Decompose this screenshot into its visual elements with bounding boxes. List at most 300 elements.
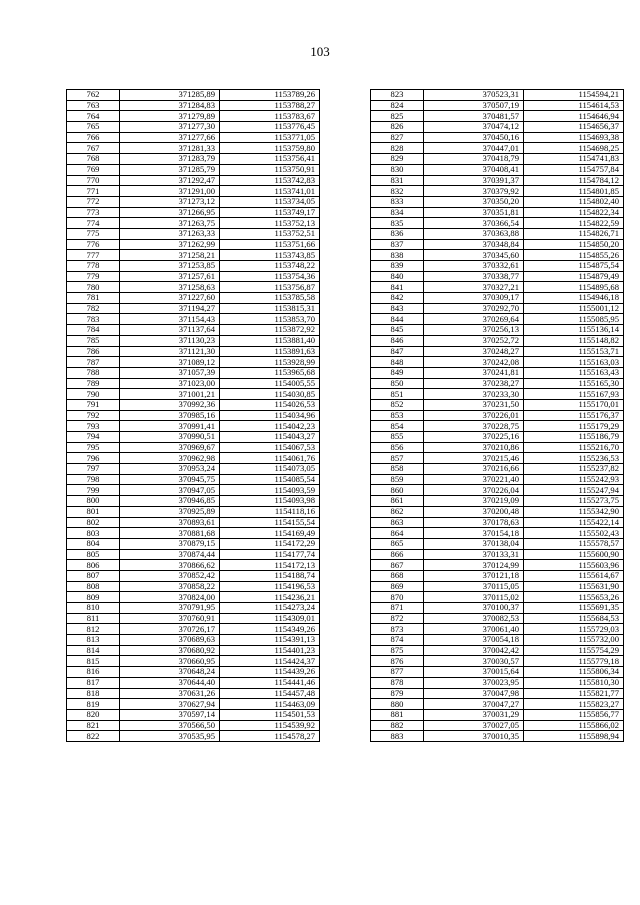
table-row xyxy=(67,389,320,400)
y-coordinate-cell: 1153743,85 xyxy=(220,250,320,261)
x-coordinate-cell: 370100,37 xyxy=(424,603,524,614)
y-coordinate-cell: 1154034,96 xyxy=(220,410,320,421)
table-row xyxy=(371,410,624,421)
x-coordinate-cell: 370228,75 xyxy=(424,421,524,432)
x-coordinate-cell: 371279,89 xyxy=(120,111,220,122)
x-coordinate-cell: 370631,26 xyxy=(120,688,220,699)
point-number-cell: 854 xyxy=(371,421,424,432)
table-row xyxy=(371,592,624,603)
y-coordinate-cell: 1155186,79 xyxy=(524,432,624,443)
table-row xyxy=(67,453,320,464)
point-number-cell: 872 xyxy=(371,613,424,624)
point-number-cell: 781 xyxy=(67,293,120,304)
point-number-cell: 870 xyxy=(371,592,424,603)
x-coordinate-cell: 370481,57 xyxy=(424,111,524,122)
x-coordinate-cell: 370874,44 xyxy=(120,549,220,560)
y-coordinate-cell: 1154093,98 xyxy=(220,496,320,507)
point-number-cell: 873 xyxy=(371,624,424,635)
y-coordinate-cell: 1155806,34 xyxy=(524,667,624,678)
table-row xyxy=(67,549,320,560)
y-coordinate-cell: 1154177,74 xyxy=(220,549,320,560)
y-coordinate-cell: 1155342,90 xyxy=(524,506,624,517)
x-coordinate-cell: 371121,30 xyxy=(120,346,220,357)
x-coordinate-cell: 371130,23 xyxy=(120,335,220,346)
point-number-cell: 883 xyxy=(371,731,424,742)
point-number-cell: 768 xyxy=(67,154,120,165)
point-number-cell: 805 xyxy=(67,549,120,560)
point-number-cell: 841 xyxy=(371,282,424,293)
table-row xyxy=(371,164,624,175)
y-coordinate-cell: 1155163,43 xyxy=(524,367,624,378)
x-coordinate-cell: 370726,17 xyxy=(120,624,220,635)
point-number-cell: 782 xyxy=(67,303,120,314)
y-coordinate-cell: 1155631,90 xyxy=(524,581,624,592)
x-coordinate-cell: 371263,33 xyxy=(120,228,220,239)
y-coordinate-cell: 1155165,30 xyxy=(524,378,624,389)
table-row xyxy=(67,613,320,624)
point-number-cell: 827 xyxy=(371,132,424,143)
point-number-cell: 871 xyxy=(371,603,424,614)
y-coordinate-cell: 1155729,03 xyxy=(524,624,624,635)
point-number-cell: 802 xyxy=(67,517,120,528)
x-coordinate-cell: 370760,91 xyxy=(120,613,220,624)
x-coordinate-cell: 370893,61 xyxy=(120,517,220,528)
point-number-cell: 779 xyxy=(67,271,120,282)
y-coordinate-cell: 1154822,59 xyxy=(524,218,624,229)
y-coordinate-cell: 1154698,25 xyxy=(524,143,624,154)
x-coordinate-cell: 371277,66 xyxy=(120,132,220,143)
y-coordinate-cell: 1155422,14 xyxy=(524,517,624,528)
table-row xyxy=(371,613,624,624)
point-number-cell: 878 xyxy=(371,677,424,688)
x-coordinate-cell: 370992,36 xyxy=(120,399,220,410)
x-coordinate-cell: 370292,70 xyxy=(424,303,524,314)
table-row xyxy=(67,474,320,485)
point-number-cell: 834 xyxy=(371,207,424,218)
point-number-cell: 830 xyxy=(371,164,424,175)
x-coordinate-cell: 370082,53 xyxy=(424,613,524,624)
y-coordinate-cell: 1155163,03 xyxy=(524,357,624,368)
table-row xyxy=(371,250,624,261)
y-coordinate-cell: 1154172,13 xyxy=(220,560,320,571)
table-row xyxy=(371,688,624,699)
x-coordinate-cell: 371291,00 xyxy=(120,186,220,197)
x-coordinate-cell: 370133,31 xyxy=(424,549,524,560)
point-number-cell: 828 xyxy=(371,143,424,154)
y-coordinate-cell: 1155603,96 xyxy=(524,560,624,571)
point-number-cell: 867 xyxy=(371,560,424,571)
table-row xyxy=(371,570,624,581)
point-number-cell: 809 xyxy=(67,592,120,603)
x-coordinate-cell: 370648,24 xyxy=(120,667,220,678)
table-row xyxy=(371,325,624,336)
y-coordinate-cell: 1155170,01 xyxy=(524,399,624,410)
y-coordinate-cell: 1154822,34 xyxy=(524,207,624,218)
point-number-cell: 816 xyxy=(67,667,120,678)
table-row xyxy=(371,528,624,539)
y-coordinate-cell: 1155614,67 xyxy=(524,570,624,581)
y-coordinate-cell: 1154273,24 xyxy=(220,603,320,614)
point-number-cell: 847 xyxy=(371,346,424,357)
point-number-cell: 862 xyxy=(371,506,424,517)
x-coordinate-cell: 370225,16 xyxy=(424,432,524,443)
point-number-cell: 849 xyxy=(371,367,424,378)
point-number-cell: 863 xyxy=(371,517,424,528)
point-number-cell: 843 xyxy=(371,303,424,314)
y-coordinate-cell: 1153751,66 xyxy=(220,239,320,250)
x-coordinate-cell: 370689,63 xyxy=(120,635,220,646)
table-row xyxy=(67,239,320,250)
y-coordinate-cell: 1154539,92 xyxy=(220,720,320,731)
point-number-cell: 859 xyxy=(371,474,424,485)
table-row xyxy=(67,720,320,731)
x-coordinate-cell: 370947,05 xyxy=(120,485,220,496)
point-number-cell: 770 xyxy=(67,175,120,186)
table-row xyxy=(67,175,320,186)
y-coordinate-cell: 1155001,12 xyxy=(524,303,624,314)
point-number-cell: 879 xyxy=(371,688,424,699)
x-coordinate-cell: 370226,04 xyxy=(424,485,524,496)
x-coordinate-cell: 370450,16 xyxy=(424,132,524,143)
table-row xyxy=(67,688,320,699)
point-number-cell: 810 xyxy=(67,603,120,614)
x-coordinate-cell: 370115,05 xyxy=(424,581,524,592)
point-number-cell: 861 xyxy=(371,496,424,507)
y-coordinate-cell: 1153741,01 xyxy=(220,186,320,197)
y-coordinate-cell: 1153752,13 xyxy=(220,218,320,229)
x-coordinate-cell: 370348,84 xyxy=(424,239,524,250)
table-row xyxy=(67,303,320,314)
point-number-cell: 846 xyxy=(371,335,424,346)
y-coordinate-cell: 1154349,26 xyxy=(220,624,320,635)
x-coordinate-cell: 371292,47 xyxy=(120,175,220,186)
point-number-cell: 789 xyxy=(67,378,120,389)
point-number-cell: 823 xyxy=(371,90,424,101)
table-row xyxy=(371,645,624,656)
y-coordinate-cell: 1154043,27 xyxy=(220,432,320,443)
x-coordinate-cell: 371284,83 xyxy=(120,100,220,111)
table-row xyxy=(371,667,624,678)
point-number-cell: 797 xyxy=(67,464,120,475)
x-coordinate-cell: 370115,02 xyxy=(424,592,524,603)
table-row xyxy=(371,357,624,368)
y-coordinate-cell: 1154441,46 xyxy=(220,677,320,688)
table-row xyxy=(67,432,320,443)
point-number-cell: 837 xyxy=(371,239,424,250)
x-coordinate-cell: 371257,61 xyxy=(120,271,220,282)
table-row xyxy=(371,90,624,101)
y-coordinate-cell: 1154757,84 xyxy=(524,164,624,175)
table-row xyxy=(371,581,624,592)
table-row xyxy=(371,303,624,314)
point-number-cell: 814 xyxy=(67,645,120,656)
point-number-cell: 788 xyxy=(67,367,120,378)
y-coordinate-cell: 1153928,99 xyxy=(220,357,320,368)
table-row xyxy=(67,186,320,197)
x-coordinate-cell: 370030,57 xyxy=(424,656,524,667)
x-coordinate-cell: 371227,60 xyxy=(120,293,220,304)
x-coordinate-cell: 370363,88 xyxy=(424,228,524,239)
x-coordinate-cell: 370408,41 xyxy=(424,164,524,175)
point-number-cell: 763 xyxy=(67,100,120,111)
table-row xyxy=(67,442,320,453)
table-row xyxy=(371,731,624,742)
y-coordinate-cell: 1154118,16 xyxy=(220,506,320,517)
point-number-cell: 844 xyxy=(371,314,424,325)
y-coordinate-cell: 1154656,37 xyxy=(524,122,624,133)
table-row xyxy=(67,667,320,678)
y-coordinate-cell: 1155821,77 xyxy=(524,688,624,699)
point-number-cell: 792 xyxy=(67,410,120,421)
x-coordinate-cell: 370791,95 xyxy=(120,603,220,614)
point-number-cell: 808 xyxy=(67,581,120,592)
table-row xyxy=(67,122,320,133)
table-row xyxy=(67,464,320,475)
x-coordinate-cell: 370047,27 xyxy=(424,699,524,710)
point-number-cell: 776 xyxy=(67,239,120,250)
x-coordinate-cell: 371089,12 xyxy=(120,357,220,368)
y-coordinate-cell: 1154875,54 xyxy=(524,261,624,272)
point-number-cell: 784 xyxy=(67,325,120,336)
x-coordinate-cell: 370242,08 xyxy=(424,357,524,368)
point-number-cell: 822 xyxy=(67,731,120,742)
point-number-cell: 881 xyxy=(371,709,424,720)
table-row xyxy=(371,186,624,197)
point-number-cell: 815 xyxy=(67,656,120,667)
point-number-cell: 807 xyxy=(67,570,120,581)
point-number-cell: 845 xyxy=(371,325,424,336)
table-row xyxy=(67,581,320,592)
table-row xyxy=(371,100,624,111)
table-row xyxy=(371,538,624,549)
y-coordinate-cell: 1153891,63 xyxy=(220,346,320,357)
point-number-cell: 829 xyxy=(371,154,424,165)
table-row xyxy=(371,517,624,528)
point-number-cell: 772 xyxy=(67,196,120,207)
point-number-cell: 773 xyxy=(67,207,120,218)
point-number-cell: 848 xyxy=(371,357,424,368)
point-number-cell: 806 xyxy=(67,560,120,571)
point-number-cell: 803 xyxy=(67,528,120,539)
x-coordinate-cell: 371057,39 xyxy=(120,367,220,378)
x-coordinate-cell: 370879,15 xyxy=(120,538,220,549)
table-row xyxy=(371,282,624,293)
y-coordinate-cell: 1153776,45 xyxy=(220,122,320,133)
y-coordinate-cell: 1154172,29 xyxy=(220,538,320,549)
coordinates-table-right xyxy=(370,89,624,742)
table-row xyxy=(67,111,320,122)
y-coordinate-cell: 1154067,53 xyxy=(220,442,320,453)
point-number-cell: 852 xyxy=(371,399,424,410)
table-row xyxy=(371,485,624,496)
x-coordinate-cell: 370015,64 xyxy=(424,667,524,678)
y-coordinate-cell: 1153756,87 xyxy=(220,282,320,293)
x-coordinate-cell: 370925,89 xyxy=(120,506,220,517)
point-number-cell: 793 xyxy=(67,421,120,432)
table-row xyxy=(371,218,624,229)
table-row xyxy=(67,293,320,304)
table-row xyxy=(67,709,320,720)
y-coordinate-cell: 1154741,83 xyxy=(524,154,624,165)
point-number-cell: 771 xyxy=(67,186,120,197)
y-coordinate-cell: 1154895,68 xyxy=(524,282,624,293)
point-number-cell: 864 xyxy=(371,528,424,539)
x-coordinate-cell: 370027,05 xyxy=(424,720,524,731)
table-row xyxy=(371,464,624,475)
x-coordinate-cell: 370233,30 xyxy=(424,389,524,400)
y-coordinate-cell: 1155856,77 xyxy=(524,709,624,720)
table-row xyxy=(371,496,624,507)
y-coordinate-cell: 1155810,30 xyxy=(524,677,624,688)
y-coordinate-cell: 1154855,26 xyxy=(524,250,624,261)
x-coordinate-cell: 371137,64 xyxy=(120,325,220,336)
x-coordinate-cell: 371253,85 xyxy=(120,261,220,272)
table-row xyxy=(67,421,320,432)
point-number-cell: 780 xyxy=(67,282,120,293)
y-coordinate-cell: 1155085,95 xyxy=(524,314,624,325)
x-coordinate-cell: 370991,41 xyxy=(120,421,220,432)
table-row xyxy=(67,325,320,336)
y-coordinate-cell: 1154646,94 xyxy=(524,111,624,122)
point-number-cell: 877 xyxy=(371,667,424,678)
point-number-cell: 876 xyxy=(371,656,424,667)
point-number-cell: 764 xyxy=(67,111,120,122)
point-number-cell: 842 xyxy=(371,293,424,304)
y-coordinate-cell: 1154005,55 xyxy=(220,378,320,389)
x-coordinate-cell: 370226,01 xyxy=(424,410,524,421)
table-row xyxy=(67,506,320,517)
table-row xyxy=(371,560,624,571)
x-coordinate-cell: 370023,95 xyxy=(424,677,524,688)
y-coordinate-cell: 1155502,43 xyxy=(524,528,624,539)
table-row xyxy=(371,239,624,250)
table-row xyxy=(67,656,320,667)
point-number-cell: 796 xyxy=(67,453,120,464)
y-coordinate-cell: 1154693,38 xyxy=(524,132,624,143)
point-number-cell: 777 xyxy=(67,250,120,261)
y-coordinate-cell: 1154391,13 xyxy=(220,635,320,646)
table-row xyxy=(371,720,624,731)
point-number-cell: 811 xyxy=(67,613,120,624)
table-row xyxy=(371,677,624,688)
point-number-cell: 767 xyxy=(67,143,120,154)
x-coordinate-cell: 370535,95 xyxy=(120,731,220,742)
point-number-cell: 813 xyxy=(67,635,120,646)
table-row xyxy=(371,261,624,272)
y-coordinate-cell: 1155866,02 xyxy=(524,720,624,731)
x-coordinate-cell: 370379,92 xyxy=(424,186,524,197)
x-coordinate-cell: 370969,67 xyxy=(120,442,220,453)
y-coordinate-cell: 1154196,53 xyxy=(220,581,320,592)
table-row xyxy=(371,603,624,614)
table-row xyxy=(67,218,320,229)
point-number-cell: 882 xyxy=(371,720,424,731)
table-row xyxy=(67,357,320,368)
point-number-cell: 850 xyxy=(371,378,424,389)
x-coordinate-cell: 371266,95 xyxy=(120,207,220,218)
y-coordinate-cell: 1155653,26 xyxy=(524,592,624,603)
y-coordinate-cell: 1153750,91 xyxy=(220,164,320,175)
x-coordinate-cell: 370042,42 xyxy=(424,645,524,656)
x-coordinate-cell: 370256,13 xyxy=(424,325,524,336)
point-number-cell: 851 xyxy=(371,389,424,400)
table-row xyxy=(371,453,624,464)
x-coordinate-cell: 370215,46 xyxy=(424,453,524,464)
x-coordinate-cell: 370332,61 xyxy=(424,261,524,272)
point-number-cell: 794 xyxy=(67,432,120,443)
table-row xyxy=(371,389,624,400)
x-coordinate-cell: 371258,21 xyxy=(120,250,220,261)
point-number-cell: 858 xyxy=(371,464,424,475)
table-row xyxy=(67,677,320,688)
x-coordinate-cell: 370309,17 xyxy=(424,293,524,304)
table-row xyxy=(67,228,320,239)
point-number-cell: 819 xyxy=(67,699,120,710)
point-number-cell: 824 xyxy=(371,100,424,111)
table-row xyxy=(371,143,624,154)
table-row xyxy=(67,496,320,507)
x-coordinate-cell: 370627,94 xyxy=(120,699,220,710)
table-row xyxy=(371,293,624,304)
x-coordinate-cell: 370121,18 xyxy=(424,570,524,581)
table-row xyxy=(371,699,624,710)
point-number-cell: 787 xyxy=(67,357,120,368)
point-number-cell: 868 xyxy=(371,570,424,581)
table-row xyxy=(371,432,624,443)
point-number-cell: 785 xyxy=(67,335,120,346)
y-coordinate-cell: 1153759,80 xyxy=(220,143,320,154)
point-number-cell: 825 xyxy=(371,111,424,122)
table-row xyxy=(371,378,624,389)
table-row xyxy=(371,367,624,378)
table-row xyxy=(371,228,624,239)
x-coordinate-cell: 370154,18 xyxy=(424,528,524,539)
x-coordinate-cell: 370338,77 xyxy=(424,271,524,282)
table-row xyxy=(371,709,624,720)
x-coordinate-cell: 370824,00 xyxy=(120,592,220,603)
table-row xyxy=(371,271,624,282)
x-coordinate-cell: 370881,68 xyxy=(120,528,220,539)
point-number-cell: 856 xyxy=(371,442,424,453)
point-number-cell: 798 xyxy=(67,474,120,485)
point-number-cell: 839 xyxy=(371,261,424,272)
y-coordinate-cell: 1154501,53 xyxy=(220,709,320,720)
y-coordinate-cell: 1154439,26 xyxy=(220,667,320,678)
x-coordinate-cell: 370447,01 xyxy=(424,143,524,154)
y-coordinate-cell: 1154614,53 xyxy=(524,100,624,111)
point-number-cell: 826 xyxy=(371,122,424,133)
x-coordinate-cell: 370391,37 xyxy=(424,175,524,186)
y-coordinate-cell: 1153752,51 xyxy=(220,228,320,239)
y-coordinate-cell: 1155237,82 xyxy=(524,464,624,475)
table-row xyxy=(371,314,624,325)
y-coordinate-cell: 1154026,53 xyxy=(220,399,320,410)
point-number-cell: 820 xyxy=(67,709,120,720)
x-coordinate-cell: 370962,98 xyxy=(120,453,220,464)
y-coordinate-cell: 1154850,20 xyxy=(524,239,624,250)
y-coordinate-cell: 1153789,26 xyxy=(220,90,320,101)
x-coordinate-cell: 370597,14 xyxy=(120,709,220,720)
x-coordinate-cell: 370138,04 xyxy=(424,538,524,549)
point-number-cell: 765 xyxy=(67,122,120,133)
table-row xyxy=(67,570,320,581)
table-row xyxy=(371,624,624,635)
table-row xyxy=(67,410,320,421)
x-coordinate-cell: 370366,54 xyxy=(424,218,524,229)
table-row xyxy=(67,100,320,111)
table-row xyxy=(67,164,320,175)
y-coordinate-cell: 1155691,35 xyxy=(524,603,624,614)
